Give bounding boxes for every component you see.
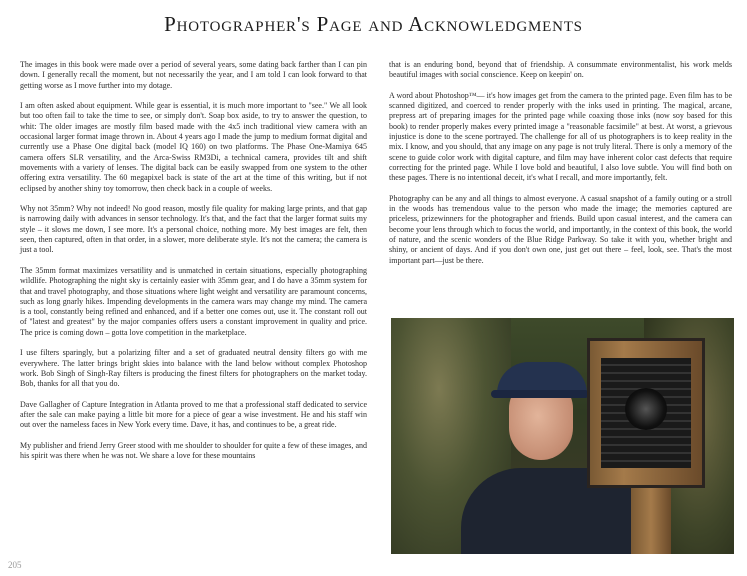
paragraph: The 35mm format maximizes versatility and is unmatched in certain situations, especially photographing wildlife. Photographing the night sky is certainly easier with 35mm gear, and I do have a 35mm system for that and travel photography, and those situations where light weight and versatility are paramount concerns, such as long gnarly hikes. Impending developments in the camera wars may change my mind. The camera is a tool, constantly being refined and enhanced, and if a better one comes out, use it. The constant roll out of "latest and greatest" by the major companies offers users a constant improvement in quality and price. The price is coming down – gotta love competition in the marketplace. [20, 265, 367, 337]
right-text-column [389, 60, 732, 276]
paragraph: Why not 35mm? Why not indeed! No good reason, mostly file quality for making large prints, and that gap is narrowing daily with advances in sensor technology. It's that, and the fact that the larger format suits my style – it slows me down, I see more. It's a personal choice, nothing more. My best images are felt, then seen, then captured, often in that order, in a slower, more deliberate style. It's not the camera; the camera is just a tool. [20, 204, 367, 255]
camera-lens [625, 388, 667, 430]
cap-brim [491, 390, 589, 398]
paragraph: that is an enduring bond, beyond that of friendship. A consummate environmentalist, his work melds beautiful images with social conscience. Keep on keepin' on. [389, 60, 732, 80]
page-number: 205 [8, 560, 22, 570]
paragraph: My publisher and friend Jerry Greer stood with me shoulder to shoulder for quite a few of these images, and his spirit was there when he was not. We share a love for these mountains [20, 440, 367, 461]
paragraph: A word about Photoshop™— it's how images get from the camera to the printed page. Even film has to be scanned digitized, and coerced to render properly with the inks used in printing. The magical, arcane, prepress art of preparing images for the printed page while coaxing those inks (now soy based for this book) to render properly makes every printed image a "reasonable facsimile" at best. At worst, a grievous injustice is done to the scene portrayed. The challenge for all of us photographers is to keep reality in the mix. I know, and you should, that any image on any page is not truly literal. There is only a memory of the scene to guide color work with digital capture, and film may have inherent color cast defects that require correcting for the printed page. While I love bold and beautiful, I also love subtle. You will find both on these pages. There is no intentional deceit, it's what I recall, and more importantly, felt. [389, 90, 732, 183]
paragraph: I use filters sparingly, but a polarizing filter and a set of graduated neutral density filters go with me everywhere. The latter brings bright skies into balance with the land below without complex Photoshop work. Bob Singh of Singh-Ray filters is producing the finest filters for photographers on the market today. Bob, thanks for all that you do. [20, 348, 367, 389]
tripod [631, 488, 671, 554]
page-title: Photographer's Page and Acknowledgments [164, 12, 583, 36]
paragraph: Photography can be any and all things to almost everyone. A casual snapshot of a family outing or a stroll in the woods has tremendous value to the person who made the image; the memories captured are priceless, prizewinners for the photographer and friends. Build upon casual interest, and the camera can become your lens through which to focus the world, and importantly, in the context of this book, the world of nature, and the scenic wonders of the Blue Ridge Parkway. So take it with you, whether bright and shiny, or ancient of days. And if you don't own one, just get out there – feel, look, see. That's the most important part—just be there. [389, 193, 732, 265]
paragraph: I am often asked about equipment. While gear is essential, it is much more important to "see." We all look but too often fail to take the time to see, or simply don't. Soap box aside, to try to answer the question, to whit: The older images are mostly film based made with the 4x5 inch traditional view camera with an occasional larger format image thrown in. About 4 years ago I made the jump to medium format digital and currently use a Phase One digital back (model IQ 160) on two platforms. The Phase One-Mamiya 645 camera offers SLR versatility, and the Arca-Swiss RM3Di, a technical camera, provides tilt and shift movements with a variety of lenses. The digital back can be easily swapped from one system to the other offering extra versatility. The 60 megapixel back is state of the art at the time of this writing, but if not eclipsed by another shiny toy tomorrow, then check back in a couple of weeks. [20, 101, 367, 193]
paragraph: The images in this book were made over a period of several years, some dating back farther than I can pin down. I generally recall the moment, but not necessarily the year, and I am told I can look forward to that getting worse as I move further into my dotage. [20, 60, 367, 90]
photographer-portrait-photo [391, 318, 734, 554]
left-text-column [20, 60, 367, 472]
paragraph: Dave Gallagher of Capture Integration in Atlanta proved to me that a professional staff dedicated to service after the sale can make paying a little bit more for a piece of gear a wise investment. He and his staff win out over the nameless faces in New York every time. Dave, it has, and continues to be, a great ride. [20, 399, 367, 430]
